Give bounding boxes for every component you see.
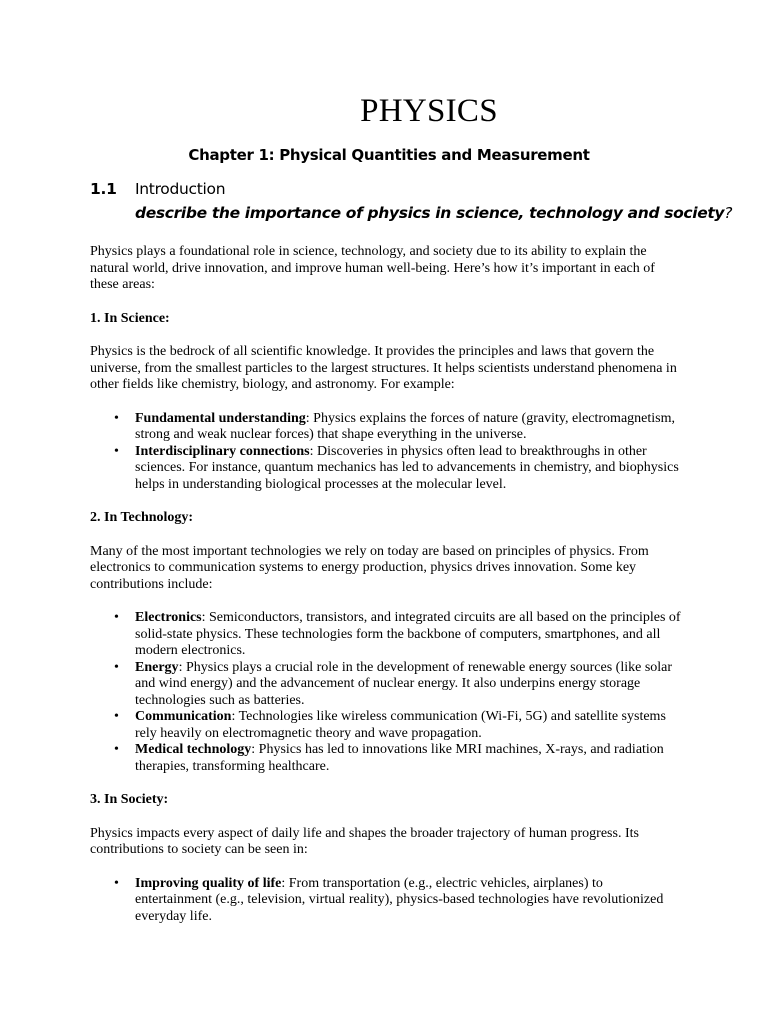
science-heading: 1. In Science: [90, 310, 170, 326]
technology-heading: 2. In Technology: [90, 510, 194, 525]
section-question [135, 204, 732, 222]
bullet-icon: • [114, 659, 119, 675]
bullet-text: : Semiconductors, transistors, and integrated circuits are all based on the principles of solid-state physics. These technologies form the backbone of computers, smartphones, and all modern electronics. [135, 610, 681, 658]
bullet-term: Energy [135, 659, 179, 675]
society-paragraph: Physics impacts every aspect of daily life and shapes the broader trajectory of human progress. Its contributions to society can be seen in: [90, 825, 639, 857]
list-item [114, 610, 682, 660]
society-heading: 3. In Society: [90, 792, 169, 807]
bullet-text: : Physics plays a crucial role in the development of renewable energy sources (like solar and wind energy) and the advancement of nuclear energy. It also underpins energy storage technologies such as batteries. [135, 659, 673, 708]
list-item [114, 443, 682, 494]
question-text: describe the importance of physics in science, technology and society [135, 204, 725, 222]
science-paragraph: Physics is the bedrock of all scientific knowledge. It provides the principles and laws that govern the universe, from the smallest particles to the largest structures. It helps scientists understand phenomena in other fields like chemistry, biology, and astronomy. For example: [90, 344, 677, 392]
bullet-text: : From transportation (e.g., electric vehicles, airplanes) to entertainment (e.g., television, virtual reality), physics-based technologies have revolutionized everyday life. [135, 875, 664, 924]
bullet-term: Electronics [135, 610, 202, 625]
bullet-term: Improving quality of life [135, 875, 282, 891]
chapter-title: Chapter 1: Physical Quantities and Measurement [188, 146, 590, 164]
list-item [114, 709, 682, 742]
section-name: Introduction [135, 180, 226, 198]
bullet-term: Fundamental understanding [135, 410, 306, 426]
bullet-text: : Physics has led to innovations like MRI machines, X-rays, and radiation therapies, transforming healthcare. [135, 742, 664, 774]
technology-bullet-list [90, 610, 682, 775]
section-number: 1.1 [90, 180, 117, 198]
bullet-icon: • [114, 709, 119, 724]
bullet-text: : Physics explains the forces of nature (gravity, electromagnetism, strong and weak nuclear forces) that shape everything in the universe. [135, 410, 675, 442]
bullet-term: Communication [135, 709, 232, 724]
bullet-icon: • [114, 875, 119, 891]
section-heading [90, 180, 225, 198]
bullet-term: Interdisciplinary connections [135, 443, 310, 459]
science-bullet-list [90, 411, 682, 494]
technology-paragraph: Many of the most important technologies we rely on today are based on principles of physics. From electronics to communication systems to energy production, physics drives innovation. Some key contributions include: [90, 543, 649, 592]
document-title: PHYSICS [360, 93, 498, 129]
bullet-icon: • [114, 443, 119, 459]
bullet-term: Medical technology [135, 742, 252, 757]
list-item [114, 410, 682, 444]
bullet-text: : Discoveries in physics often lead to breakthroughs in other sciences. For instance, quantum mechanics has led to advancements in chemistry, and biophysics helps in understanding biological processes at the molecular level. [135, 443, 679, 492]
bullet-text: : Technologies like wireless communication (Wi-Fi, 5G) and satellite systems rely heavily on electromagnetic theory and wave propagation. [135, 709, 666, 741]
intro-paragraph: Physics plays a foundational role in science, technology, and society due to its ability to explain the natural world, drive innovation, and improve human well-being. Here’s how it’s important in each of these areas: [90, 244, 655, 292]
list-item [114, 659, 682, 710]
society-bullet-list [90, 876, 682, 926]
list-item [114, 742, 682, 775]
bullet-icon: • [114, 742, 119, 757]
bullet-icon: • [114, 610, 119, 625]
question-mark: ? [724, 204, 733, 222]
list-item [114, 875, 682, 926]
bullet-icon: • [114, 410, 119, 426]
document-body [90, 244, 682, 942]
